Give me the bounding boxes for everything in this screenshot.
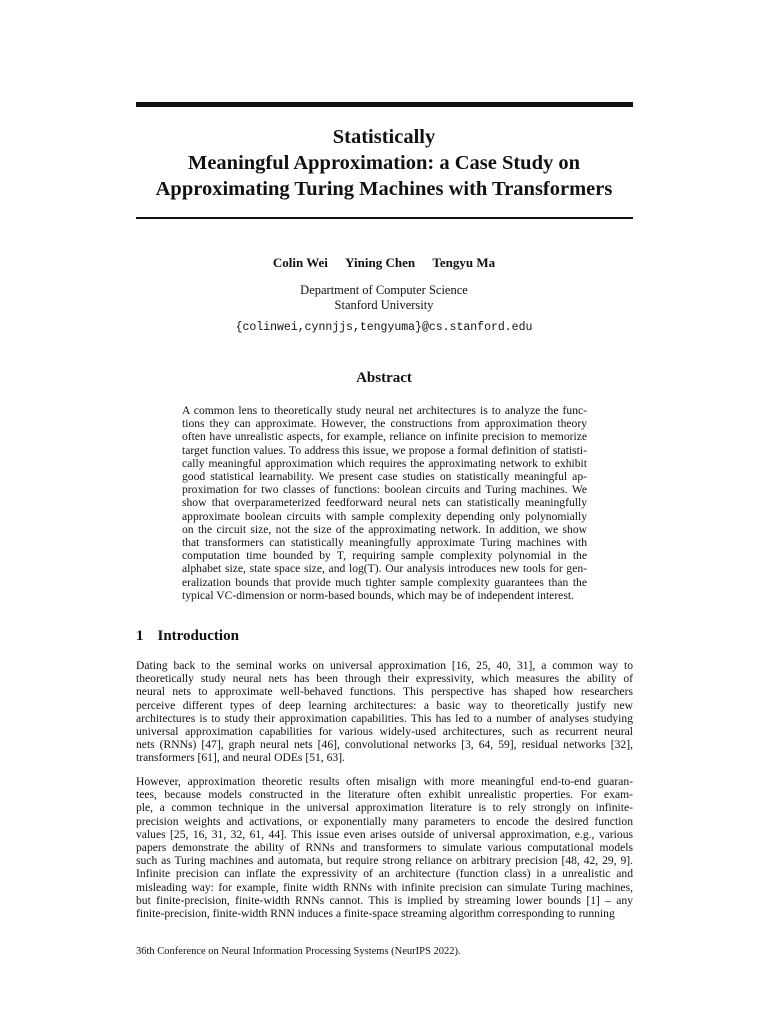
paragraph-line: ple, a common technique in the universal approximation literature is to rely strongly on infinite-	[136, 801, 633, 815]
paragraph-line: perceive different types of deep learning architectures: a basic way to theoretically justify new	[136, 698, 633, 712]
abstract-body	[182, 404, 587, 602]
department: Department of Computer Science	[300, 283, 468, 297]
paper-title	[120, 124, 648, 202]
title-bottom-rule	[136, 217, 633, 219]
section-title: Introduction	[157, 628, 239, 644]
section-heading	[136, 628, 239, 645]
paragraph-line: but finite-precision, finite-width RNNs cannot. This is implied by streaming lower bounds [1] – any	[136, 893, 633, 907]
paragraph-line: transformers [61], and neural ODEs [51, 63].	[136, 751, 345, 765]
abstract-line: that transformers can statistically meaningfully approximate Turing machines with	[182, 536, 587, 550]
conference-footnote: 36th Conference on Neural Information Processing Systems (NeurIPS 2022).	[136, 946, 461, 957]
abstract-line: alphabet size, state space size, and log(T). Our analysis introduces new tools for gen-	[182, 562, 587, 576]
section-number: 1	[136, 628, 144, 644]
paragraph-line: misleading way: for example, finite width RNNs with infinite precision can simulate Turing machines,	[136, 880, 633, 894]
author-name: Yining Chen	[345, 255, 416, 270]
abstract-line: approximate boolean circuits with sample complexity depending only polynomially	[182, 509, 587, 523]
paragraph-line: Infinite precision can inflate the expressivity of an architecture (function class) in a unrealistic and	[136, 867, 633, 881]
title-top-rule	[136, 102, 633, 107]
abstract-line: proximation for two classes of functions: boolean circuits and Turing machines. We	[182, 483, 587, 497]
paragraph-line: nets (RNNs) [47], graph neural nets [46], convolutional networks [3, 64, 59], residual networks [32],	[136, 738, 633, 752]
paragraph-line: papers demonstrate the ability of RNNs and transformers to simulate various computational models	[136, 841, 633, 855]
abstract-line: eralization bounds that provide much tighter sample complexity guarantees than the	[182, 575, 587, 589]
abstract-line: on the circuit size, not the size of the approximating network. In addition, we show	[182, 522, 587, 536]
abstract-line: show that overparameterized feedforward neural nets can statistically meaningfully	[182, 496, 587, 510]
author-list	[0, 255, 768, 271]
paragraph-line: tees, because models constructed in the literature often exhibit unrealistic properties. For exam-	[136, 788, 633, 802]
abstract-line: typical VC-dimension or norm-based bounds, which may be of independent interest.	[182, 588, 574, 602]
paragraph-line: However, approximation theoretic results often misalign with more meaningful end-to-end guaran-	[136, 775, 633, 788]
paragraph-line: precision weights and activations, or exponentially many parameters to encode the desired function	[136, 814, 633, 828]
abstract-line: often have unrealistic aspects, for example, reliance on infinite precision to memorize	[182, 430, 587, 444]
author-name: Colin Wei	[272, 255, 328, 270]
abstract-line: tions they can approximate. However, the constructions from approximation theory	[182, 417, 587, 431]
paragraph-line: such as Turing machines and automata, but require strong reliance on arbitrary precision [48, 42, 29, 9].	[136, 854, 633, 868]
paragraph-line: neural nets to approximate well-behaved functions. This perspective has shaped how researchers	[136, 685, 633, 699]
abstract-heading: Abstract	[356, 370, 412, 386]
abstract-line: A common lens to theoretically study neural net architectures is to analyze the func-	[182, 404, 587, 417]
university: Stanford University	[334, 298, 434, 312]
abstract-line: good statistical learnability. We present case studies on statistically meaningful ap-	[182, 470, 587, 484]
title-line: Approximating Turing Machines with Transformers	[155, 178, 613, 200]
title-line: Meaningful Approximation: a Case Study on	[187, 152, 581, 174]
intro-paragraph-1	[136, 659, 633, 765]
abstract-line: computation time bounded by T, requiring sample complexity polynomial in the	[182, 549, 587, 563]
paragraph-line: Dating back to the seminal works on universal approximation [16, 25, 40, 31], a common way to	[136, 659, 633, 672]
abstract-line: target function values. To address this issue, we propose a formal definition of statisti-	[182, 443, 587, 457]
paragraph-line: architectures is to study their approximation capabilities. This has led to a number of analyses studying	[136, 711, 633, 725]
affiliation	[0, 283, 768, 313]
paragraph-line: theoretically study neural nets has been through their expressivity, which measures the ability of	[136, 672, 633, 686]
paragraph-line: values [25, 16, 31, 32, 61, 44]. This issue even arises outside of universal approximation, e.g., various	[136, 827, 633, 841]
abstract-line: cally meaningful approximation which requires the approximating network to exhibit	[182, 456, 587, 470]
paragraph-line: universal approximation capabilities for various widely-used architectures, such as recurrent neural	[136, 725, 633, 739]
paragraph-line: finite-precision, finite-width RNN induces a finite-space streaming algorithm corresponding to running	[136, 907, 615, 921]
title-line: Statistically	[332, 126, 436, 148]
author-name: Tengyu Ma	[432, 255, 496, 270]
author-email: {colinwei,cynnjjs,tengyuma}@cs.stanford.edu	[235, 321, 533, 334]
intro-paragraph-2	[136, 775, 633, 920]
